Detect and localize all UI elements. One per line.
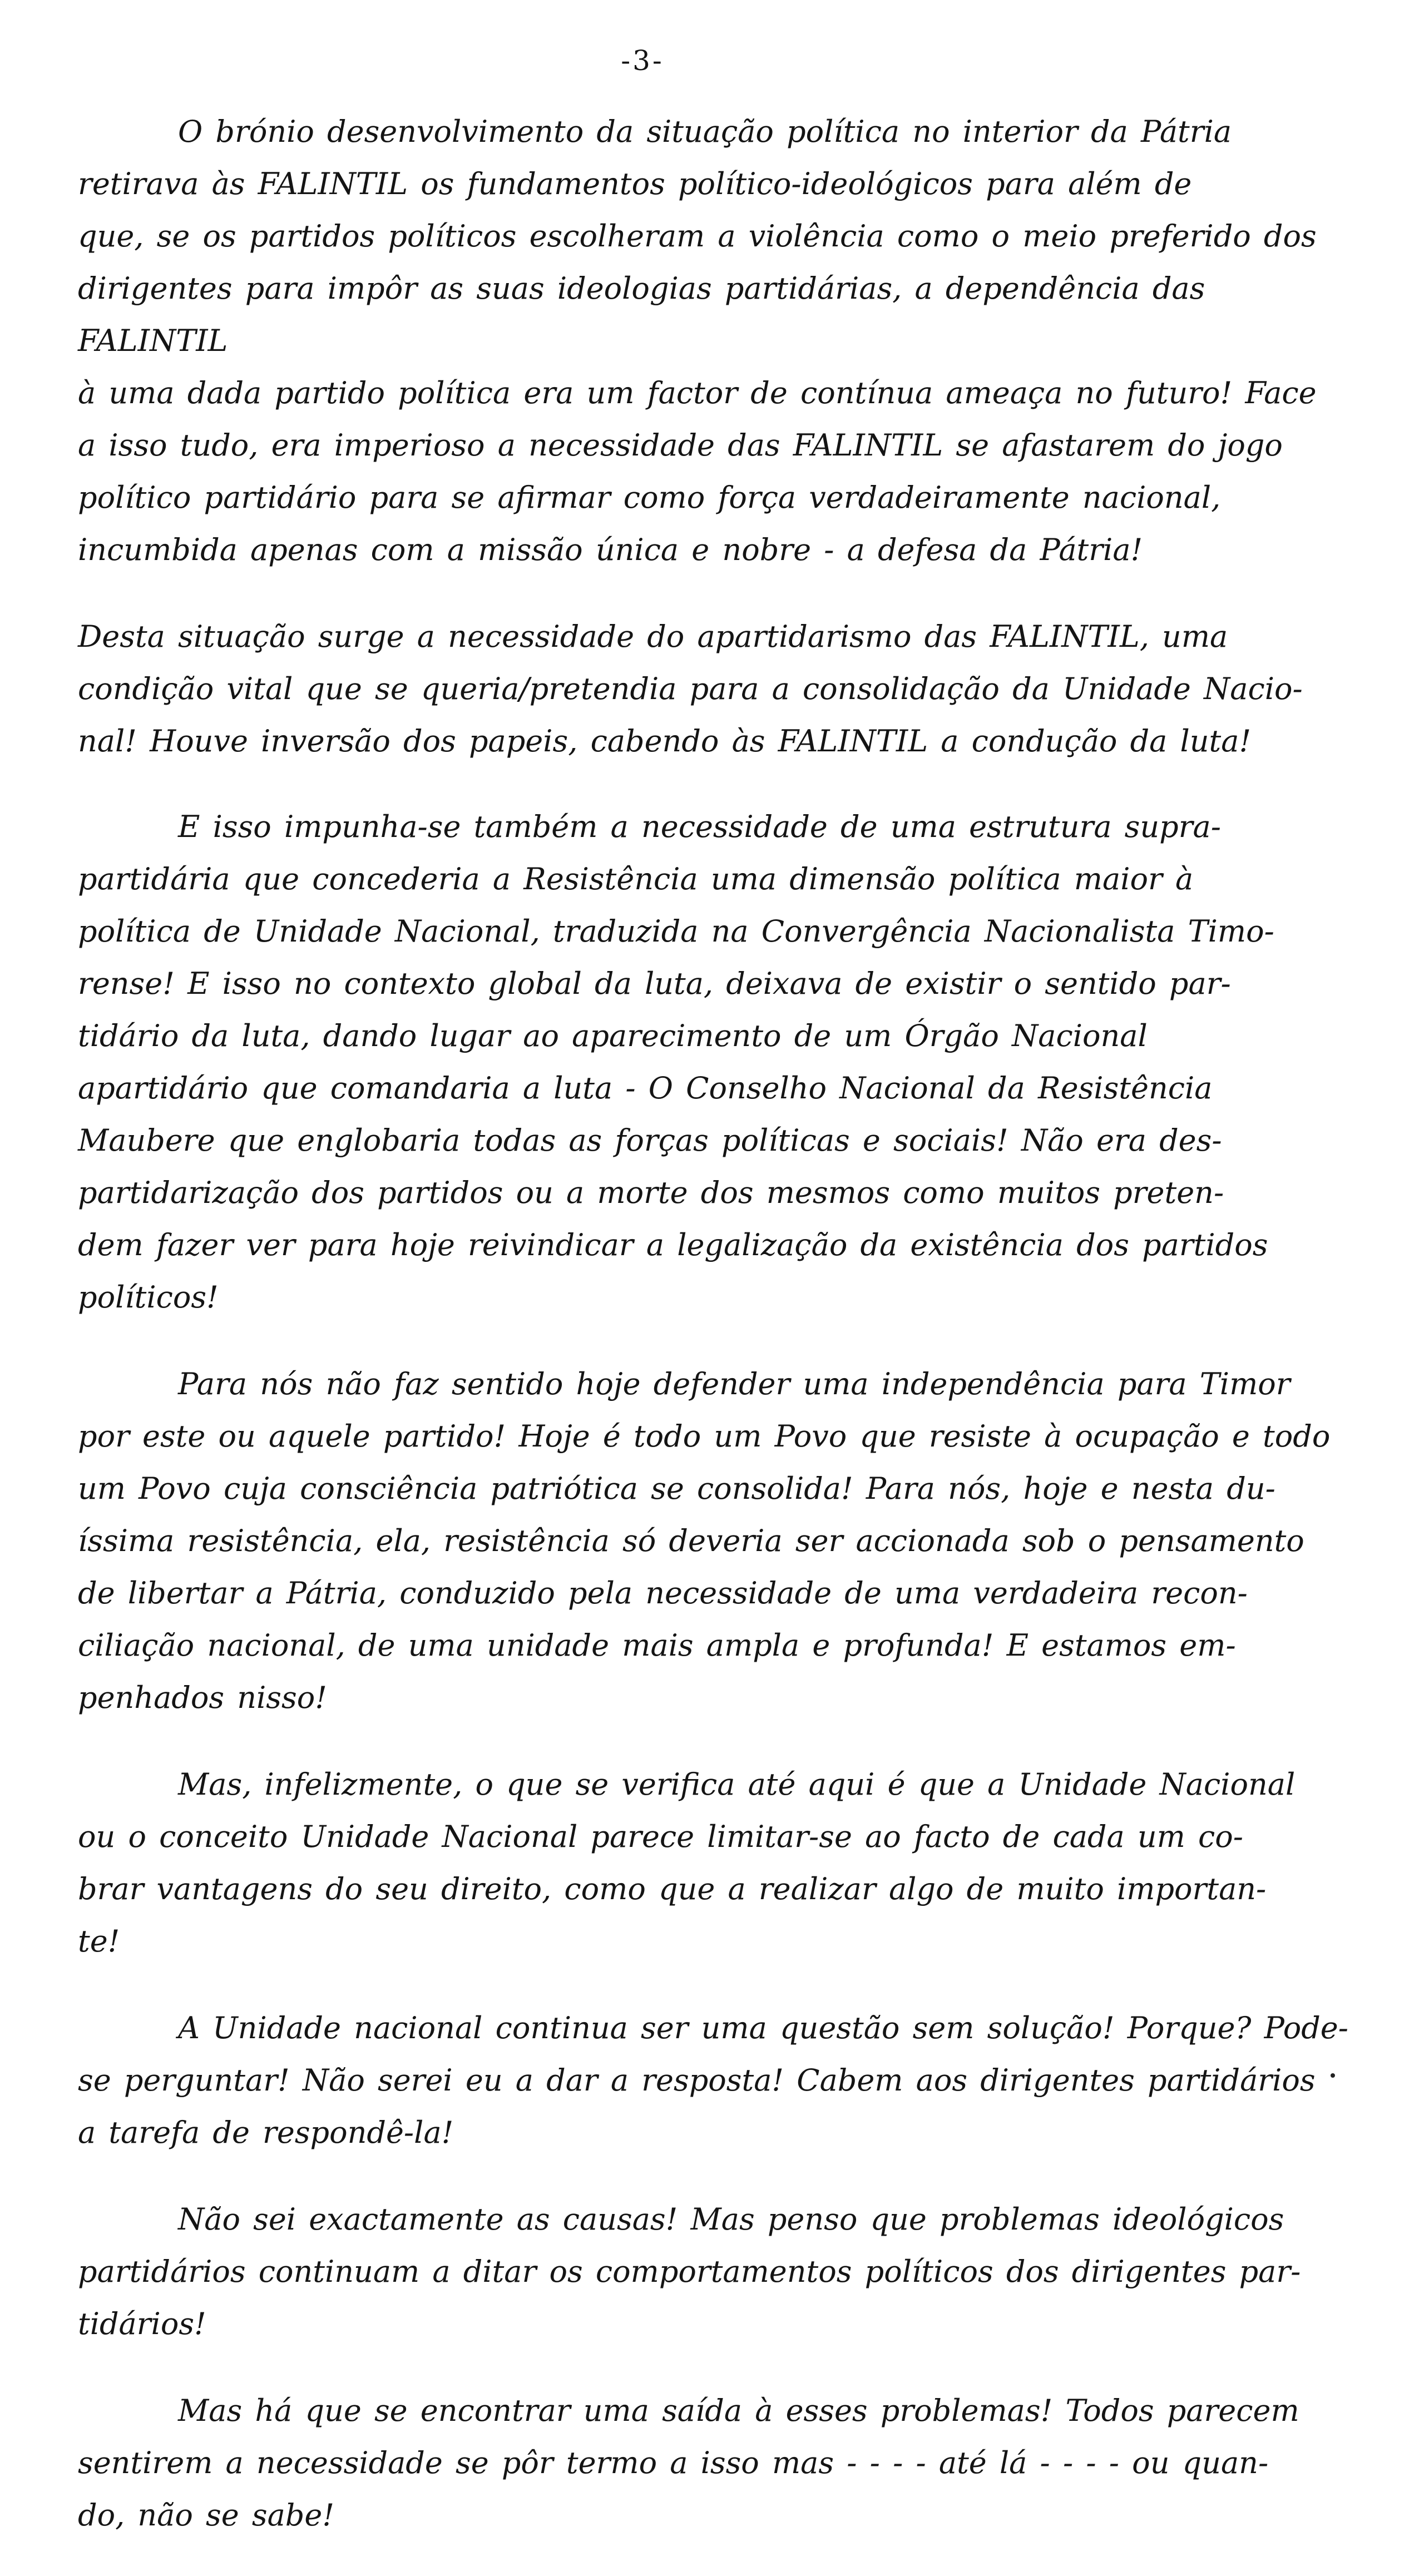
letter-body: [78, 106, 1357, 2576]
ink-dot: [1331, 2073, 1335, 2078]
paragraph-causas: Não sei exactamente as causas! Mas penso que problemas ideológicos partidários continuam a ditar os comportamentos políticos dos dirigentes par- tidários!: [78, 2202, 1301, 2341]
paragraph-unidade-nacional-conceito: Mas, infelizmente, o que se verifica até aqui é que a Unidade Nacional ou o conceito Unidade Nacional parece limitar-se ao facto de cada um co- brar vantagens do seu direito, como que a realizar algo de muito importan- te!: [78, 1767, 1296, 1959]
paragraph-unidade-nacional-questao: A Unidade nacional continua ser uma questão sem solução! Porque? Pode- se perguntar! Não serei eu a dar a resposta! Cabem aos dirigentes partidários a tarefa de respondê-la!: [78, 2010, 1349, 2150]
paragraph-falintil-foundations: O brónio desenvolvimento da situação política no interior da Pátria retirava às FALINTIL os fundamentos político-ideológicos para além de que, se os partidos políticos escolheram a violência como o meio preferido dos dirigentes para impôr as suas ideologias partidárias, a dependência das FALINTIL à uma dada partido política era um factor de contínua ameaça no futuro! Face a isso tudo, era imperioso a necessidade das FALINTIL se afastarem do jogo político partidário para se afirmar como força verdadeiramente nacional, incumbida apenas com a missão única e nobre - a defesa da Pátria!: [78, 114, 1317, 567]
paragraph-saida: Mas há que se encontrar uma saída à esses problemas! Todos parecem sentirem a necessidade se pôr termo a isso mas - - - - até lá - - - - ou quan- do, não se sabe!: [78, 2393, 1299, 2533]
paragraph-independencia: Para nós não faz sentido hoje defender uma independência para Timor por este ou aquele partido! Hoje é todo um Povo que resiste à ocupação e todo um Povo cuja consciência patriótica se consolida! Para nós, hoje e nesta du- íssima resistência, ela, resistência só deveria ser accionada sob o pensamento de libertar a Pátria, conduzido pela necessidade de uma verdadeira recon- ciliação nacional, de uma unidade mais ampla e profunda! E estamos em- penhados nisso!: [78, 1366, 1331, 1715]
paragraph-apartidarismo: Desta situação surge a necessidade do apartidarismo das FALINTIL, uma condição vital que se queria/pretendia para a consolidação da Unidade Nacio- nal! Houve inversão dos papeis, cabendo às FALINTIL a condução da luta!: [78, 619, 1303, 759]
paragraph-supra-partidaria: E isso impunha-se também a necessidade de uma estrutura supra- partidária que concederia a Resistência uma dimensão política maior à política de Unidade Nacional, traduzida na Convergência Nacionalista Timo- rense! E isso no contexto global da luta, deixava de existir o sentido par- tidário da luta, dando lugar ao aparecimento de um Órgão Nacional apartidário que comandaria a luta - O Conselho Nacional da Resistência Maubere que englobaria todas as forças políticas e sociais! Não era des- partidarização dos partidos ou a morte dos mesmos como muitos preten- dem fazer ver para hoje reivindicar a legalização da existência dos partidos políticos!: [78, 809, 1274, 1315]
page-number: -3-: [621, 44, 664, 77]
